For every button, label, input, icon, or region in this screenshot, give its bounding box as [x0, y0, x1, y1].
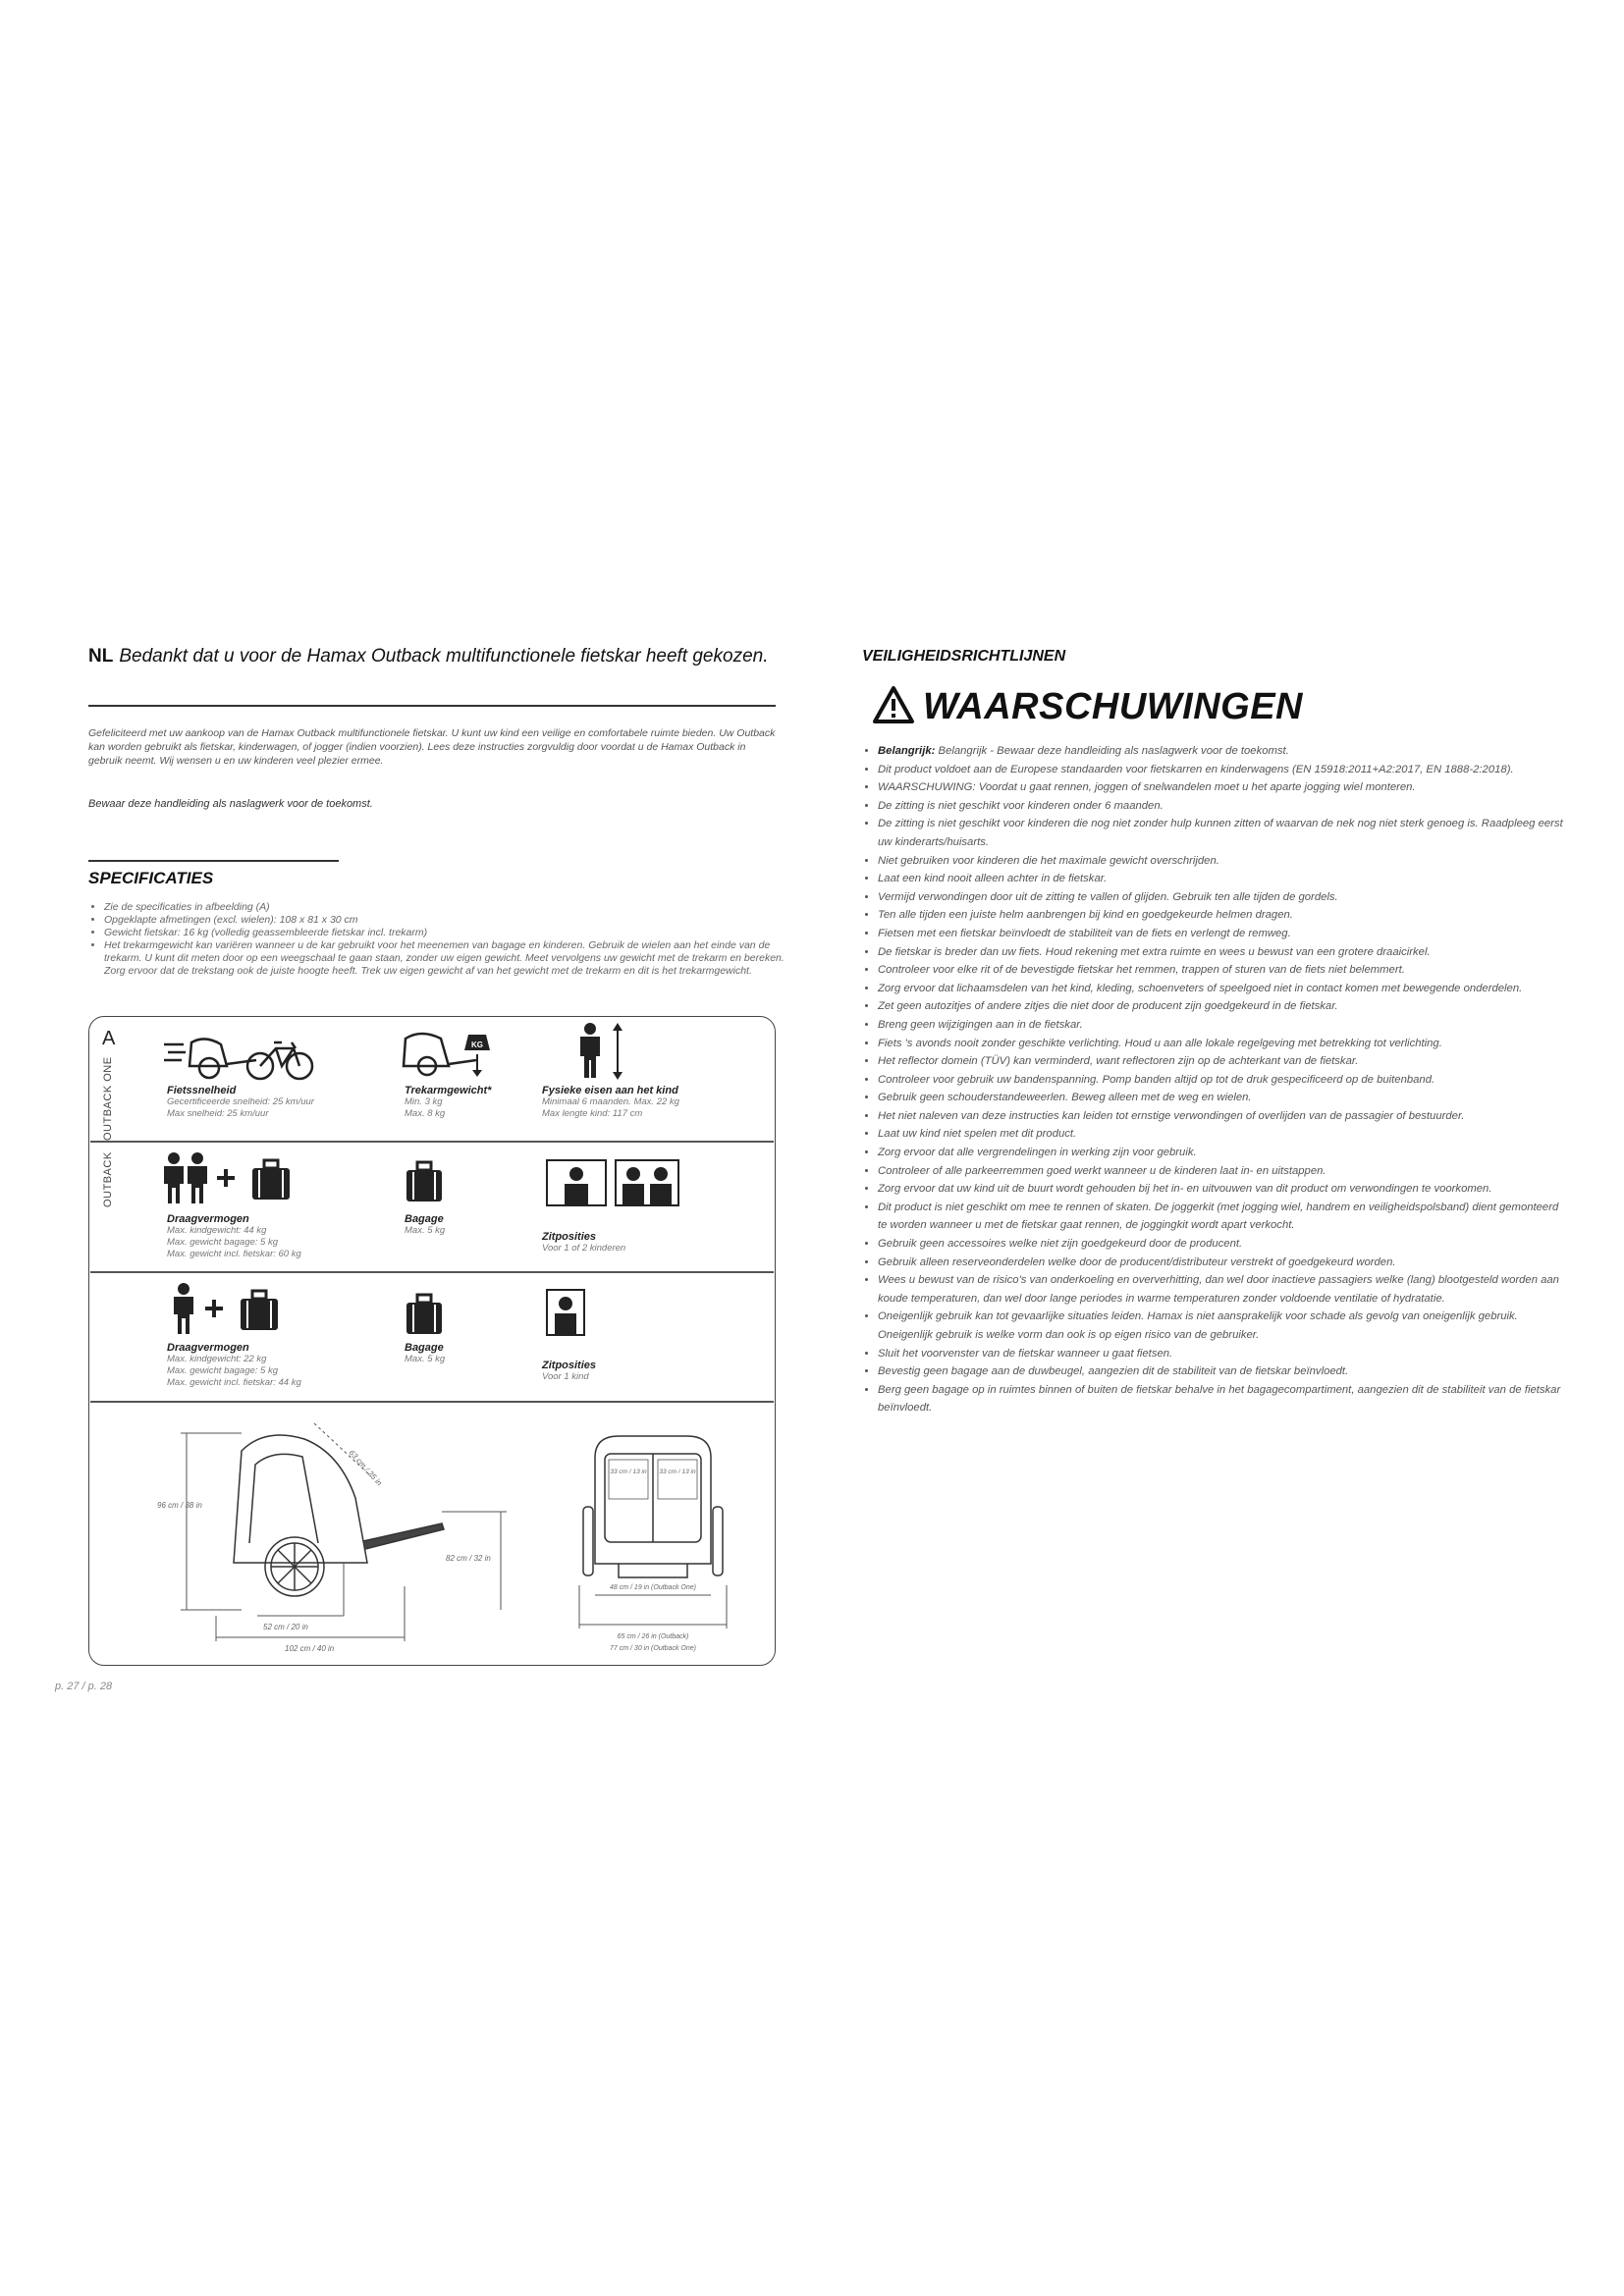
side-label-one: OUTBACK ONE [102, 1056, 114, 1141]
rule-text: Oneigenlijk gebruik kan tot gevaarlijke situaties leiden. Hamax is niet aansprakelijk voor schade als gevolg van oneigenlijk gebruik. Oneigenlijk gebruik is welke vorm dan ook is op eigen risico van de gebruiker. [878, 1310, 1518, 1341]
title-text: Bedankt dat u voor de Hamax Outback multifunctionele fietskar heeft gekozen. [119, 646, 769, 667]
child-plus-luggage-icon [172, 1281, 290, 1336]
luggage-icon [405, 1158, 444, 1203]
rule-text: Dit product is niet geschikt om mee te rennen of skaten. De joggerkit (met jogging wiel, handrem en veiligheidspolsband) dient gemonteerd te worden wanneer u met de fietskar gaat rennen, de joggingkit wordt apart verkocht. [878, 1201, 1559, 1232]
list-item [878, 1254, 1565, 1272]
child-height-icon [574, 1021, 633, 1082]
list-item [878, 778, 1565, 797]
figure-label: A [102, 1028, 116, 1049]
list-item [878, 943, 1565, 962]
page-number: p. 27 / p. 28 [55, 1681, 113, 1692]
dim-inner-width: 48 cm / 19 in (Outback One) [610, 1584, 696, 1591]
list-item [878, 1089, 1565, 1107]
rule-text: Vermijd verwondingen door uit de zitting te vallen of glijden. Gebruik ten alle tijden de gordels. [878, 890, 1338, 903]
figure-divider [90, 1401, 774, 1403]
rule-text: Breng geen wijzigingen aan in de fietskar. [878, 1018, 1083, 1031]
list-item [878, 815, 1565, 851]
list-item [878, 980, 1565, 998]
list-item [878, 1035, 1565, 1053]
intro-paragraph: Gefeliciteerd met uw aankoop van de Hamax Outback multifunctionele fietskar. U kunt uw kind een veilige en comfortabele ruimte bieden. Uw Outback kan worden gebruikt als fietskar, kinderwagen, of jogger (indien voorzien). Lees deze instructies zorgvuldig door voordat u de Hamax Outback in gebruik neemt. Wij wensen u en uw kinderen veel plezier ermee. [88, 727, 776, 767]
list-item [878, 761, 1565, 779]
caption-luggage: Bagage Max. 5 kg [405, 1213, 446, 1236]
rule-text: Zet geen autozitjes of andere zitjes die niet door de producent zijn goedgekeurd in de fietskar. [878, 1000, 1338, 1013]
dim-diagonal: 63 cm / 25 in [347, 1448, 384, 1488]
two-children-plus-luggage-icon [162, 1150, 299, 1205]
rule-text: Het niet naleven van deze instructies kan leiden tot ernstige verwondingen of overlijden van de passagier of bestuurder. [878, 1109, 1465, 1122]
luggage-icon [405, 1291, 444, 1336]
dim-outer-width-one: 77 cm / 30 in (Outback One) [610, 1645, 696, 1652]
kg-badge: KG [471, 1041, 483, 1049]
rule-text: Niet gebruiken voor kinderen die het maximale gewicht overschrijden. [878, 854, 1219, 867]
trailer-hitch-weight-icon [398, 1021, 496, 1080]
rule-text: Belangrijk - Bewaar deze handleiding als naslagwerk voor de toekomst. [938, 745, 1289, 757]
caption-capacity-one: Draagvermogen Max. kindgewicht: 22 kg Max. gewicht bagage: 5 kg Max. gewicht incl. fietskar: 44 kg [167, 1342, 301, 1388]
list-item [878, 852, 1565, 871]
list-item [878, 888, 1565, 907]
spec-rule [88, 860, 339, 862]
list-item [878, 870, 1565, 888]
rule-text: De zitting is niet geschikt voor kinderen onder 6 maanden. [878, 799, 1164, 812]
rule-text: Fietsen met een fietskar beïnvloedt de stabiliteit van de fiets en verlengt de remweg. [878, 927, 1291, 939]
dim-hitch: 82 cm / 32 in [446, 1554, 491, 1563]
list-item [878, 1362, 1565, 1381]
dim-height: 96 cm / 38 in [157, 1501, 202, 1510]
list-item [878, 961, 1565, 980]
list-item [878, 1381, 1565, 1417]
rule-text: Laat uw kind niet spelen met dit product. [878, 1128, 1077, 1141]
dim-seat-left: 33 cm / 13 in [610, 1468, 647, 1475]
rule-text: Zorg ervoor dat lichaamsdelen van het kind, kleding, schoenveters of speelgoed niet in contact komen met bewegende onderdelen. [878, 982, 1523, 994]
rule-text: Gebruik geen accessoires welke niet zijn goedgekeurd door de producent. [878, 1238, 1243, 1251]
safety-rules-list [864, 742, 1565, 1417]
dim-outer-width-outback: 65 cm / 26 in (Outback) [617, 1633, 689, 1640]
spec-heading: SPECIFICATIES [88, 869, 214, 887]
side-label-outback: OUTBACK [102, 1151, 114, 1207]
warning-text: WAARSCHUWINGEN [923, 686, 1303, 727]
list-item [878, 925, 1565, 943]
dim-seat-right: 33 cm / 13 in [659, 1468, 696, 1475]
list-item [878, 1052, 1565, 1071]
figure-divider [90, 1141, 774, 1143]
list-item [878, 742, 1565, 761]
list-item [878, 1308, 1565, 1344]
rule-text: Zorg ervoor dat alle vergrendelingen in werking zijn voor gebruik. [878, 1147, 1197, 1159]
rule-text: Zorg ervoor dat uw kind uit de buurt wordt gehouden bij het in- en uitvouwen van dit product om verwondingen te voorkomen. [878, 1183, 1492, 1196]
list-item: • Opgeklapte afmetingen (excl. wielen): 108 x 81 x 30 cm [104, 914, 791, 927]
rule-text: Bevestig geen bagage aan de duwbeugel, aangezien dit de stabiliteit van de fietskar beïnvloedt. [878, 1365, 1349, 1378]
caption-child-requirements: Fysieke eisen aan het kind Minimaal 6 maanden. Max. 22 kg Max lengte kind: 117 cm [542, 1085, 679, 1119]
list-item: • Zie de specificaties in afbeelding (A) [104, 901, 791, 914]
rule-text: Controleer voor gebruik uw bandenspanning. Pomp banden altijd op tot de druk gespecificeerd op de buitenband. [878, 1073, 1435, 1086]
list-item [878, 1199, 1565, 1235]
list-item [878, 1071, 1565, 1090]
list-item [878, 1271, 1565, 1308]
list-item [878, 1016, 1565, 1035]
list-item: • Gewicht fietskar: 16 kg (volledig geassembleerde fietskar incl. trekarm) [104, 927, 791, 939]
dim-wheelbase: 52 cm / 20 in [263, 1623, 308, 1631]
title-rule [88, 705, 776, 707]
list-item [878, 1235, 1565, 1254]
rule-text: Sluit het voorvenster van de fietskar wanneer u gaat fietsen. [878, 1347, 1173, 1360]
list-item [878, 1144, 1565, 1162]
list-item [878, 906, 1565, 925]
caption-capacity: Draagvermogen Max. kindgewicht: 44 kg Max. gewicht bagage: 5 kg Max. gewicht incl. fietskar: 60 kg [167, 1213, 301, 1259]
safety-heading: VEILIGHEIDSRICHTLIJNEN [862, 648, 1066, 665]
rule-text: Controleer voor elke rit of de bevestigde fietskar het remmen, trappen of sturen van de fiets niet belemmert. [878, 964, 1405, 977]
list-item: • Het trekarmgewicht kan variëren wanneer u de kar gebruikt voor het meenemen van bagage en kinderen. Gebruik de wielen aan het einde van de trekarm. U kunt dit meten door op een weegschaal te gaan staan, zonder uw eigen gewicht. Meet vervolgens uw gewicht met de trekarm en bereken. Zorg ervoor dat de trekstang ook de juiste hoogte heeft. Trek uw eigen gewicht af van het gewicht met de trekarm en dit is het trekarmgewicht. [104, 939, 791, 978]
spec-list [88, 901, 791, 978]
list-item [878, 1107, 1565, 1126]
list-item [878, 1162, 1565, 1181]
list-item [878, 997, 1565, 1016]
seat-position-one-icon [545, 1288, 586, 1337]
rule-text: Dit product voldoet aan de Europese standaarden voor fietskarren en kinderwagens (EN 15918:2011+A2:2017, EN 1888-2:2018). [878, 763, 1514, 775]
bike-trailer-icon [162, 1031, 319, 1082]
rule-emphasis: Belangrijk: [878, 745, 936, 757]
rule-text: De fietskar is breder dan uw fiets. Houd rekening met extra ruimte en wees u bewust van een grotere draaicirkel. [878, 945, 1431, 958]
rule-text: Controleer of alle parkeerremmen goed werkt wanneer u de kinderen laat in- en uitstappen. [878, 1164, 1326, 1177]
caption-speed: Fietssnelheid Gecertificeerde snelheid: 25 km/uur Max snelheid: 25 km/uur [167, 1085, 314, 1119]
warning-triangle-icon [872, 685, 915, 724]
rule-text: Ten alle tijden een juiste helm aanbrengen bij kind en goedgekeurde helmen dragen. [878, 909, 1293, 922]
rule-text: Wees u bewust van de risico's van onderkoeling en oververhitting, dan wel door inactieve passagiers welke (lang) blootgesteld worden aan koude temperaturen, dan wel door lange periodes in warme temperaturen zonder voldoende ventilatie of hydratatie. [878, 1274, 1559, 1305]
page-title [88, 644, 776, 668]
rule-text: Berg geen bagage op in ruimtes binnen of buiten de fietskar behalve in het bagagecompartiment, aangezien dit de stabiliteit van de fietskar beïnvloedt. [878, 1383, 1561, 1415]
list-item [878, 797, 1565, 816]
caption-hitch-weight: Trekarmgewicht* Min. 3 kg Max. 8 kg [405, 1085, 492, 1119]
rule-text: Het reflector domein (TÜV) kan verminderd, want reflectoren zijn op de achterkant van de fietskar. [878, 1055, 1359, 1068]
list-item [878, 1125, 1565, 1144]
rule-text: Gebruik alleen reserveonderdelen welke door de producent/distributeur verstrekt of goedgekeurd worden. [878, 1255, 1396, 1268]
caption-seat-one: Zitposities Voor 1 kind [542, 1360, 597, 1382]
dim-length: 102 cm / 40 in [285, 1644, 335, 1653]
keep-note: Bewaar deze handleiding als naslagwerk voor de toekomst. [88, 798, 373, 810]
list-item [878, 1345, 1565, 1363]
rule-text: De zitting is niet geschikt voor kinderen die nog niet zonder hulp kunnen zitten of waarvan de nek nog niet sterk genoeg is. Raadpleeg eerst uw kinderarts/huisarts. [878, 818, 1563, 848]
list-item [878, 1180, 1565, 1199]
rule-text: Fiets 's avonds nooit zonder geschikte verlichting. Houd u aan alle lokale regelgeving met betrekking tot verlichting. [878, 1037, 1442, 1049]
rule-text: WAARSCHUWING: Voordat u gaat rennen, joggen of snelwandelen moet u het aparte jogging wiel monteren. [878, 781, 1416, 794]
caption-luggage-one: Bagage Max. 5 kg [405, 1342, 446, 1364]
warning-heading [872, 685, 1303, 728]
caption-seat-positions: Zitposities Voor 1 of 2 kinderen [542, 1231, 626, 1254]
seat-positions-two-icon [545, 1156, 682, 1213]
trailer-front-dimensions-drawing [560, 1428, 756, 1659]
language-code: NL [88, 646, 114, 667]
figure-divider [90, 1271, 774, 1273]
rule-text: Laat een kind nooit alleen achter in de fietskar. [878, 873, 1108, 885]
trailer-side-dimensions-drawing [147, 1414, 560, 1659]
rule-text: Gebruik geen schouderstandeweerlen. Beweg alleen met de weg en wielen. [878, 1092, 1252, 1104]
